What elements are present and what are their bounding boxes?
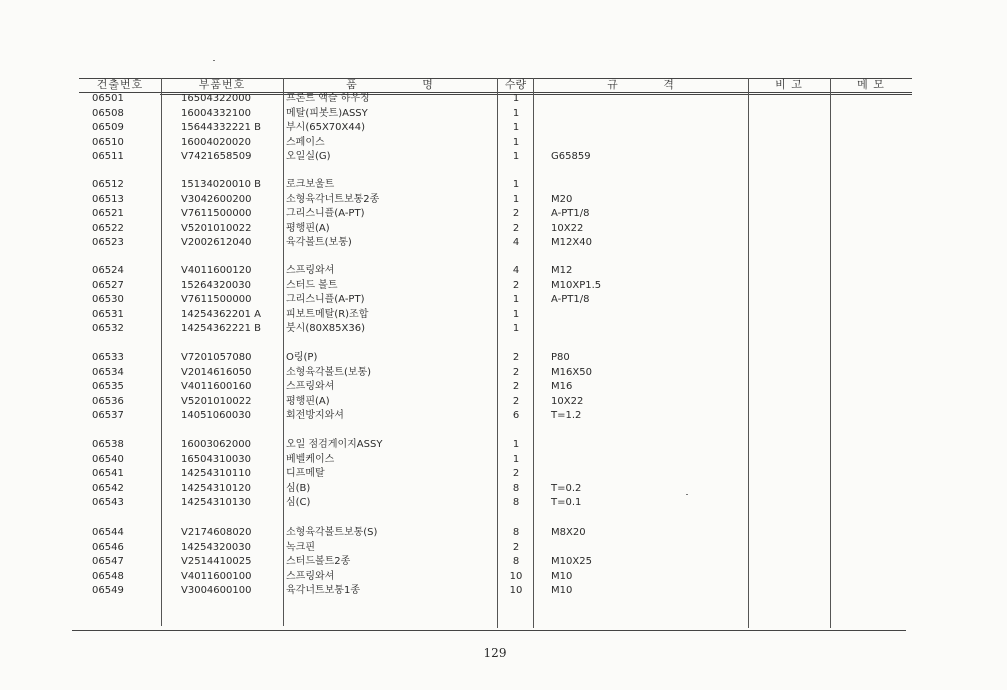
part-number-cell: V4011600120 — [181, 265, 252, 276]
table-row — [0, 351, 1007, 365]
part-number-cell: 14254362201 A — [181, 308, 262, 320]
part-number-cell: V4011600100 — [181, 570, 252, 582]
table-row — [0, 555, 1007, 569]
spec-cell: M20 — [551, 193, 573, 205]
part-no-cell: 06533 — [92, 352, 124, 363]
quantity-cell: 2 — [512, 541, 520, 553]
table-row — [0, 570, 1007, 584]
part-name-cell: 스페이스 — [286, 136, 325, 148]
part-number-cell: V5201010022 — [181, 222, 252, 234]
part-no-cell: 06541 — [92, 468, 124, 479]
part-no-cell: 06538 — [92, 439, 124, 450]
quantity-cell: 1 — [512, 308, 520, 320]
spec-cell: T=0.2 — [551, 482, 582, 494]
quantity-cell: 2 — [512, 352, 520, 363]
quantity-cell: 10 — [509, 570, 523, 582]
part-number-cell: V2014616050 — [181, 366, 252, 378]
part-name-cell: 스터드 볼트 — [286, 279, 338, 291]
part-no-cell: 06522 — [92, 222, 124, 234]
table-row — [0, 236, 1007, 250]
quantity-cell: 8 — [512, 497, 520, 508]
part-name-cell: 심(B) — [286, 482, 311, 494]
spec-cell: M8X20 — [551, 527, 586, 538]
part-name-cell: 회전방지와셔 — [286, 410, 344, 421]
part-number-cell: 14254310110 — [181, 468, 251, 479]
table-row — [0, 496, 1007, 510]
scan-speck — [686, 494, 688, 495]
part-name-cell: 심(C) — [286, 497, 311, 508]
part-no-cell: 06523 — [92, 237, 124, 248]
quantity-cell: 4 — [512, 265, 520, 276]
quantity-cell: 1 — [512, 107, 520, 119]
part-no-cell: 06540 — [92, 453, 124, 465]
part-no-cell: 06527 — [92, 279, 124, 291]
spec-cell: M10 — [551, 570, 573, 582]
part-number-cell: 16004332100 — [181, 107, 251, 119]
part-name-cell: 평행핀(A) — [286, 222, 330, 234]
part-name-cell: 로크보울트 — [286, 179, 335, 190]
quantity-cell: 2 — [512, 208, 520, 219]
part-name-cell: 메탈(피봇트)ASSY — [286, 107, 368, 119]
part-name-cell: 붓시(80X85X36) — [286, 323, 365, 334]
part-no-cell: 06543 — [92, 497, 124, 508]
spec-cell: M12 — [551, 265, 573, 276]
part-number-cell: 16504310030 — [181, 453, 251, 465]
part-no-cell: 06542 — [92, 482, 124, 494]
table-row — [0, 178, 1007, 192]
part-no-cell: 06536 — [92, 395, 124, 407]
part-name-cell: 부시(65X70X44) — [286, 122, 365, 133]
header-memo: 메 모 — [857, 78, 885, 91]
part-no-cell: 06524 — [92, 265, 124, 276]
table-row — [0, 467, 1007, 481]
quantity-cell: 8 — [512, 482, 520, 494]
part-no-cell: 06537 — [92, 410, 124, 421]
quantity-cell: 2 — [512, 468, 520, 479]
table-bottom-rule — [72, 630, 906, 631]
part-no-cell: 06547 — [92, 556, 124, 567]
table-row — [0, 308, 1007, 322]
part-number-cell: V2002612040 — [181, 237, 252, 248]
quantity-cell: 1 — [512, 122, 520, 133]
quantity-cell: 8 — [512, 527, 520, 538]
part-number-cell: V7421658509 — [181, 151, 252, 162]
table-row — [0, 409, 1007, 423]
spec-cell: M16 — [551, 381, 573, 392]
part-no-cell: 06532 — [92, 323, 124, 334]
header-name: 품 명 — [346, 78, 434, 91]
part-number-cell: V7611500000 — [181, 294, 252, 305]
part-number-cell: 15134020010 B — [181, 179, 262, 190]
spec-cell: P80 — [551, 352, 570, 363]
part-no-cell: 06508 — [92, 107, 124, 119]
part-no-cell: 06544 — [92, 527, 124, 538]
quantity-cell: 1 — [512, 193, 520, 205]
quantity-cell: 2 — [512, 395, 520, 407]
page-number: 129 — [483, 646, 507, 660]
part-no-cell: 06510 — [92, 136, 124, 148]
part-number-cell: V7611500000 — [181, 208, 252, 219]
quantity-cell: 1 — [512, 179, 520, 190]
spec-cell: T=1.2 — [551, 410, 582, 421]
quantity-cell: 2 — [512, 381, 520, 392]
part-number-cell: V2174608020 — [181, 527, 252, 538]
table-row — [0, 482, 1007, 496]
quantity-cell: 1 — [512, 439, 520, 450]
part-name-cell: 피보트메탈(R)조합 — [286, 308, 369, 320]
part-name-cell: 소형육각볼트보통(S) — [286, 527, 378, 538]
table-row — [0, 136, 1007, 150]
part-number-cell: V2514410025 — [181, 556, 252, 567]
part-name-cell: 녹크핀 — [286, 541, 315, 553]
table-row — [0, 222, 1007, 236]
part-name-cell: 육각너트보통1종 — [286, 585, 360, 596]
table-row — [0, 541, 1007, 555]
part-no-cell: 06546 — [92, 541, 124, 553]
header-part: 부품번호 — [198, 78, 246, 91]
table-row — [0, 380, 1007, 394]
part-name-cell: 스프링와셔 — [286, 381, 335, 392]
table-row — [0, 526, 1007, 540]
part-name-cell: 오일실(G) — [286, 151, 331, 162]
part-name-cell: 오일 점검게이지ASSY — [286, 439, 383, 450]
part-number-cell: V3004600100 — [181, 585, 252, 596]
part-number-cell: 16003062000 — [181, 439, 251, 450]
quantity-cell: 2 — [512, 222, 520, 234]
part-number-cell: 14051060030 — [181, 410, 251, 421]
spec-cell: M16X50 — [551, 366, 592, 378]
header-no: 건출번호 — [96, 78, 144, 91]
part-name-cell: 그리스니플(A-PT) — [286, 208, 365, 219]
spec-cell: T=0.1 — [551, 497, 582, 508]
part-number-cell: V7201057080 — [181, 352, 252, 363]
spec-cell: A-PT1/8 — [551, 208, 590, 219]
part-number-cell: 15644332221 B — [181, 122, 262, 133]
quantity-cell: 1 — [512, 151, 520, 162]
part-number-cell: 15264320030 — [181, 279, 251, 291]
spec-cell: M10 — [551, 585, 573, 596]
part-number-cell: 14254320030 — [181, 541, 251, 553]
table-row — [0, 207, 1007, 221]
part-no-cell: 06509 — [92, 122, 124, 133]
part-name-cell: 소형육각너트보통2종 — [286, 193, 380, 205]
spec-cell: 10X22 — [551, 222, 584, 234]
header-qty: 수량 — [504, 78, 527, 91]
part-no-cell: 06512 — [92, 179, 124, 190]
part-name-cell: 베벨케이스 — [286, 453, 335, 465]
part-number-cell: V5201010022 — [181, 395, 252, 407]
part-name-cell: 프론트 액슬 하우징 — [286, 93, 370, 104]
quantity-cell: 1 — [512, 453, 520, 465]
table-row — [0, 584, 1007, 598]
spec-cell: M12X40 — [551, 237, 592, 248]
scan-speck — [213, 60, 215, 61]
spec-cell: 10X22 — [551, 395, 584, 407]
quantity-cell: 1 — [512, 323, 520, 334]
part-no-cell: 06534 — [92, 366, 124, 378]
part-name-cell: 스프링와셔 — [286, 570, 335, 582]
table-row — [0, 366, 1007, 380]
header-remark: 비 고 — [775, 78, 803, 91]
table-row — [0, 395, 1007, 409]
part-name-cell: 소형육각볼트(보통) — [286, 366, 372, 378]
table-row — [0, 193, 1007, 207]
part-number-cell: 14254310120 — [181, 482, 251, 494]
table-row — [0, 121, 1007, 135]
part-name-cell: 평행핀(A) — [286, 395, 330, 407]
table-row — [0, 322, 1007, 336]
part-number-cell: 16504322000 — [181, 93, 251, 104]
part-number-cell: 14254362221 B — [181, 323, 262, 334]
table-row — [0, 438, 1007, 452]
part-no-cell: 06521 — [92, 208, 124, 219]
quantity-cell: 1 — [512, 93, 520, 104]
quantity-cell: 2 — [512, 366, 520, 378]
part-number-cell: 14254310130 — [181, 497, 251, 508]
part-number-cell: 16004020020 — [181, 136, 251, 148]
quantity-cell: 8 — [512, 556, 520, 567]
part-name-cell: 그리스니플(A-PT) — [286, 294, 365, 305]
part-no-cell: 06549 — [92, 585, 124, 596]
table-row — [0, 92, 1007, 106]
part-no-cell: 06548 — [92, 570, 124, 582]
part-name-cell: 육각볼트(보통) — [286, 237, 352, 248]
quantity-cell: 10 — [509, 585, 523, 596]
part-number-cell: V3042600200 — [181, 193, 252, 205]
part-name-cell: 디프메탈 — [286, 468, 325, 479]
quantity-cell: 1 — [512, 136, 520, 148]
quantity-cell: 4 — [512, 237, 520, 248]
table-row — [0, 293, 1007, 307]
table-row — [0, 279, 1007, 293]
part-no-cell: 06501 — [92, 93, 124, 104]
part-no-cell: 06511 — [92, 151, 124, 162]
table-row — [0, 107, 1007, 121]
table-row — [0, 453, 1007, 467]
part-no-cell: 06535 — [92, 381, 124, 392]
part-no-cell: 06513 — [92, 193, 124, 205]
spec-cell: A-PT1/8 — [551, 294, 590, 305]
table-row — [0, 264, 1007, 278]
spec-cell: M10XP1.5 — [551, 279, 602, 291]
part-no-cell: 06530 — [92, 294, 124, 305]
header-spec: 규 격 — [607, 78, 675, 91]
spec-cell: G65859 — [551, 151, 591, 162]
part-number-cell: V4011600160 — [181, 381, 252, 392]
quantity-cell: 6 — [512, 410, 520, 421]
table-row — [0, 150, 1007, 164]
part-no-cell: 06531 — [92, 308, 124, 320]
quantity-cell: 1 — [512, 294, 520, 305]
part-name-cell: 스프링와셔 — [286, 265, 335, 276]
spec-cell: M10X25 — [551, 556, 592, 567]
part-name-cell: O링(P) — [286, 352, 318, 363]
quantity-cell: 2 — [512, 279, 520, 291]
part-name-cell: 스터드볼트2종 — [286, 556, 351, 567]
